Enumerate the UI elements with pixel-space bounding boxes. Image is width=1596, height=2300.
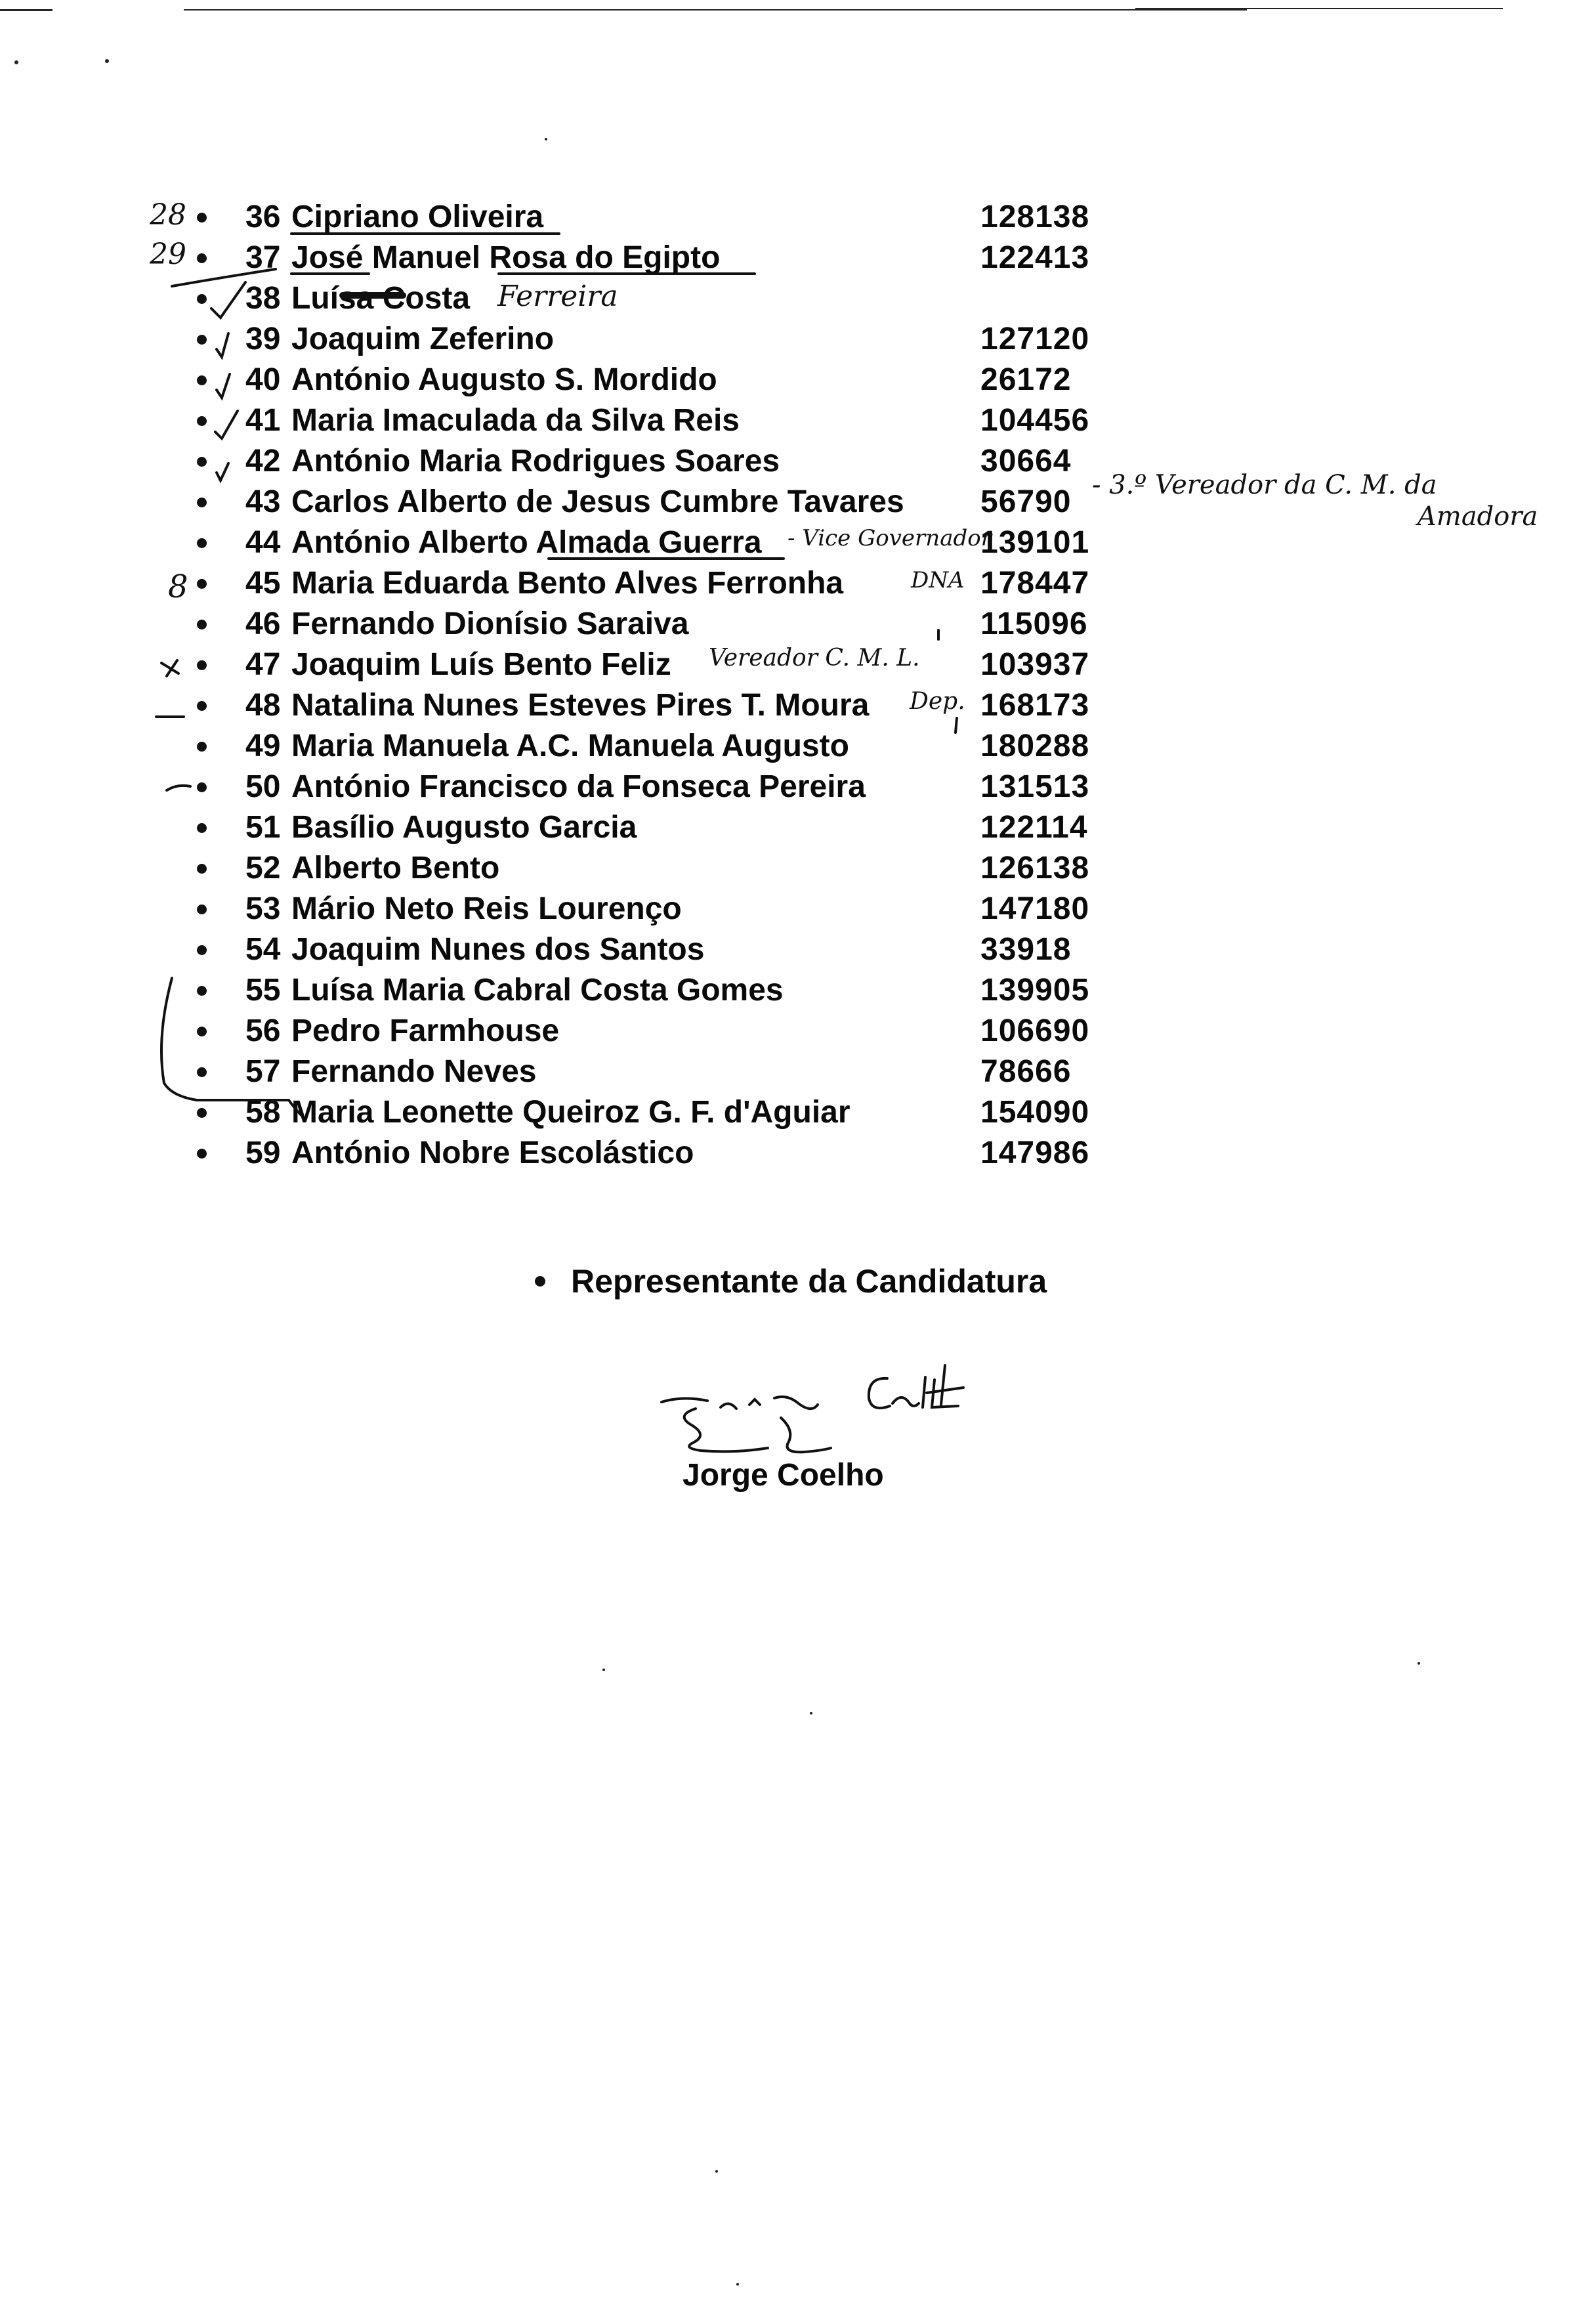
handwritten-note-row43: - 3.º Vereador da C. M. da bbox=[1092, 470, 1437, 500]
candidate-code: 180288 bbox=[980, 729, 1090, 763]
candidate-number: 49 bbox=[245, 729, 281, 763]
candidate-name: Joaquim Nunes dos Santos bbox=[291, 932, 705, 967]
candidate-number: 55 bbox=[245, 973, 281, 1008]
candidate-name: António Augusto S. Mordido bbox=[291, 362, 717, 397]
candidate-code: 30664 bbox=[980, 444, 1072, 479]
margin-note-row37: 29 bbox=[150, 238, 186, 271]
handwritten-note-row44: - Vice Governador bbox=[788, 525, 992, 551]
candidate-name: António Nobre Escolástico bbox=[291, 1136, 694, 1170]
candidate-name: Maria Eduarda Bento Alves Ferronha bbox=[291, 566, 844, 601]
representative-label: Representante da Candidatura bbox=[571, 1263, 1047, 1300]
candidate-number: 42 bbox=[245, 444, 281, 479]
candidate-number: 54 bbox=[245, 932, 281, 967]
candidate-code: 106690 bbox=[980, 1013, 1090, 1048]
candidate-number: 53 bbox=[245, 891, 281, 926]
candidate-name: Mário Neto Reis Lourenço bbox=[291, 891, 682, 926]
candidate-code: 139101 bbox=[980, 525, 1090, 560]
candidate-number: 44 bbox=[245, 525, 281, 560]
candidate-name: José Manuel Rosa do Egipto bbox=[291, 240, 721, 275]
candidate-number: 43 bbox=[245, 484, 281, 519]
candidate-number: 50 bbox=[245, 769, 281, 804]
candidate-name: António Francisco da Fonseca Pereira bbox=[291, 769, 866, 804]
candidate-number: 37 bbox=[245, 240, 281, 275]
candidate-number: 57 bbox=[245, 1054, 281, 1089]
candidate-code: 168173 bbox=[980, 688, 1090, 723]
handwritten-note-row43-cont: Amadora bbox=[1418, 501, 1538, 532]
candidate-code: 126138 bbox=[980, 851, 1090, 885]
handwritten-note-row38: Ferreira bbox=[497, 280, 618, 313]
candidate-number: 36 bbox=[245, 200, 281, 234]
handwritten-note-row45: DNA bbox=[911, 567, 965, 593]
candidate-name: Luísa Maria Cabral Costa Gomes bbox=[291, 973, 784, 1008]
candidate-number: 58 bbox=[245, 1095, 281, 1130]
candidate-code: 131513 bbox=[980, 769, 1090, 804]
candidate-code: 178447 bbox=[980, 566, 1090, 601]
candidate-number: 48 bbox=[245, 688, 281, 723]
candidate-name: Alberto Bento bbox=[291, 851, 500, 885]
candidate-name: António Alberto Almada Guerra bbox=[291, 525, 762, 560]
candidate-name: Fernando Dionísio Saraiva bbox=[291, 607, 689, 641]
candidate-name: Pedro Farmhouse bbox=[291, 1013, 560, 1048]
candidate-code: 33918 bbox=[980, 932, 1072, 967]
candidate-code: 115096 bbox=[980, 607, 1088, 641]
candidate-code: 128138 bbox=[980, 200, 1090, 234]
candidate-number: 41 bbox=[245, 403, 281, 438]
candidate-number: 59 bbox=[245, 1136, 281, 1170]
candidate-name: Cipriano Oliveira bbox=[291, 200, 544, 234]
candidate-name: Joaquim Zeferino bbox=[291, 322, 555, 356]
handwritten-note-row48: Dep. bbox=[910, 688, 965, 715]
candidate-code: 26172 bbox=[980, 362, 1072, 397]
candidate-name: Joaquim Luís Bento Feliz bbox=[291, 647, 671, 682]
margin-note-row36: 28 bbox=[150, 198, 186, 232]
candidate-number: 56 bbox=[245, 1013, 281, 1048]
candidate-number: 39 bbox=[245, 322, 281, 356]
candidate-code: 147986 bbox=[980, 1136, 1090, 1170]
candidate-name: Carlos Alberto de Jesus Cumbre Tavares bbox=[291, 484, 904, 519]
candidate-name: António Maria Rodrigues Soares bbox=[291, 444, 780, 479]
candidate-name: Maria Leonette Queiroz G. F. d'Aguiar bbox=[291, 1095, 850, 1130]
margin-note-row45: 8 bbox=[168, 568, 188, 605]
candidate-code: 139905 bbox=[980, 973, 1090, 1008]
candidate-name: Maria Imaculada da Silva Reis bbox=[291, 403, 740, 438]
candidate-number: 47 bbox=[245, 647, 281, 682]
candidate-name: Natalina Nunes Esteves Pires T. Moura bbox=[291, 688, 870, 723]
candidate-name: Basílio Augusto Garcia bbox=[291, 810, 637, 845]
candidate-name: Luísa Costa bbox=[291, 281, 471, 316]
candidate-code: 103937 bbox=[980, 647, 1090, 682]
candidate-code: 127120 bbox=[980, 322, 1090, 356]
candidate-code: 56790 bbox=[980, 484, 1072, 519]
candidate-number: 45 bbox=[245, 566, 281, 601]
candidate-number: 46 bbox=[245, 607, 281, 641]
candidate-name: Maria Manuela A.C. Manuela Augusto bbox=[291, 729, 849, 763]
candidate-number: 52 bbox=[245, 851, 281, 885]
candidate-code: 154090 bbox=[980, 1095, 1090, 1130]
signer-name: Jorge Coelho bbox=[682, 1458, 884, 1493]
candidate-number: 51 bbox=[245, 810, 281, 845]
handwritten-note-row47: Vereador C. M. L. bbox=[709, 645, 920, 671]
candidate-code: 104456 bbox=[980, 403, 1090, 438]
candidate-code: 147180 bbox=[980, 891, 1090, 926]
candidate-code: 122413 bbox=[980, 240, 1090, 275]
candidate-name: Fernando Neves bbox=[291, 1054, 537, 1089]
candidate-number: 38 bbox=[245, 281, 281, 316]
candidate-code: 122114 bbox=[980, 810, 1088, 845]
candidate-number: 40 bbox=[245, 362, 281, 397]
candidate-code: 78666 bbox=[980, 1054, 1072, 1089]
